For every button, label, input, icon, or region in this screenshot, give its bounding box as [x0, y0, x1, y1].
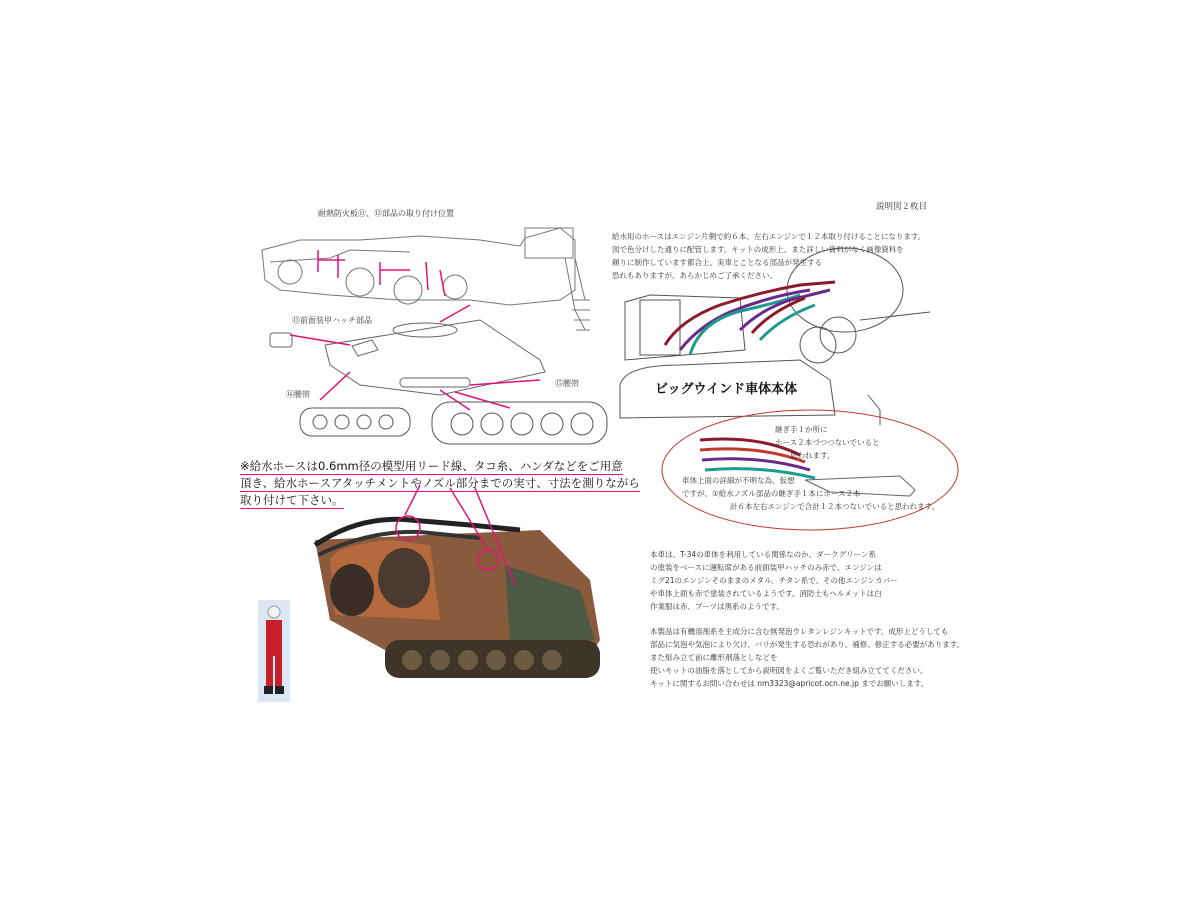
fireman-photo — [258, 600, 290, 702]
hull-top-diagram — [270, 320, 545, 395]
hose-note-line: 給水用のホースはエンジン片側で約６本、左右エンジンで１２本取り付けることになります。 — [612, 232, 926, 241]
tank-photo — [315, 485, 600, 678]
right-track-diagram — [432, 402, 607, 444]
bubble-line: ホース２本づつつないでいると — [775, 438, 880, 447]
paint-line: 作業服は赤、ブーツは黒系のようです。 — [650, 602, 784, 611]
skirt-16-callout: ⑯腰帯 — [286, 390, 310, 399]
hose-note — [612, 230, 925, 282]
warning-line: 取り付けて下さい。 — [240, 493, 344, 507]
hose-warning — [240, 458, 640, 509]
kit-line: 部品に気泡や気泡により欠け、バリが発生する恐れがあり、補修、修正する必要があります。 — [650, 640, 965, 649]
page-label: 説明図２枚目 — [876, 202, 928, 212]
vehicle-label: ビッグウインド車体本体 — [655, 382, 798, 397]
bubble-line: 思われます。 — [790, 451, 835, 460]
paint-note — [650, 548, 898, 613]
paint-line: や車体上面も赤で塗装されているようです。消防士もヘルメットは白 — [650, 589, 882, 598]
skirt-15-callout: ⑮腰帯 — [555, 379, 579, 388]
hatch-callout: ⑬前面装甲ハッチ部品 — [292, 316, 372, 325]
bubble-line: 継ぎ手１か所に — [775, 425, 828, 434]
hose-note-line: 恐れもありますが、あらかじめご了承ください。 — [612, 271, 777, 280]
paint-line: 本車は、T-34の車体を利用している関係なのか、ダークグリーン系 — [650, 550, 876, 559]
paint-line: ミグ21のエンジンそのままのメタル、チタン系で、その他エンジンカバー — [650, 576, 898, 585]
bubble-line: ですが、①給水ノズル部品の継ぎ手１本にホース２本 — [682, 489, 861, 498]
kit-line: 使いキットの油脂を落としてから説明図をよくご覧いただき組み立ててください。 — [650, 666, 928, 675]
bubble-line: 計６本左右エンジンで合計１２本つないでいると思われます。 — [730, 502, 940, 511]
warning-line: 頂き、給水ホースアタッチメントやノズル部分までの実寸、寸法を測りながら — [240, 476, 640, 490]
left-track-diagram — [300, 408, 410, 436]
hose-lines — [665, 282, 835, 355]
kit-line: 本製品は有機溶剤系を主成分に含む無発泡ウレタンレジンキットです。成形上どうしても — [650, 627, 949, 636]
left-diagram-title: 耐熱防火板⑪、⑫部品の取り付け位置 — [318, 209, 454, 218]
hose-note-line: 図で色分けした通りに配管します。キットの成形上、また詳しい資料がなく画像資料を — [612, 245, 904, 254]
warning-line: ※給水ホースは0.6mm径の模型用リード線、タコ糸、ハンダなどをご用意 — [240, 459, 623, 473]
kit-line: また組み立て前に離形剤落としなどを — [650, 653, 778, 662]
kit-note — [650, 625, 964, 690]
kit-line: キットに関するお問い合わせは nm3323@apricot.ocn.ne.jp までお願いします。 — [650, 679, 929, 688]
paint-line: の塗装をベースに運転席がある前面装甲ハッチのみ赤で、エンジンは — [650, 563, 882, 572]
hose-note-line: 頼りに制作しています都合上、実車とことなる部品が発生する — [612, 258, 822, 267]
side-view-highlights — [318, 250, 445, 296]
bubble-line: 車体上面の詳細が不明な為、仮想 — [682, 476, 795, 485]
